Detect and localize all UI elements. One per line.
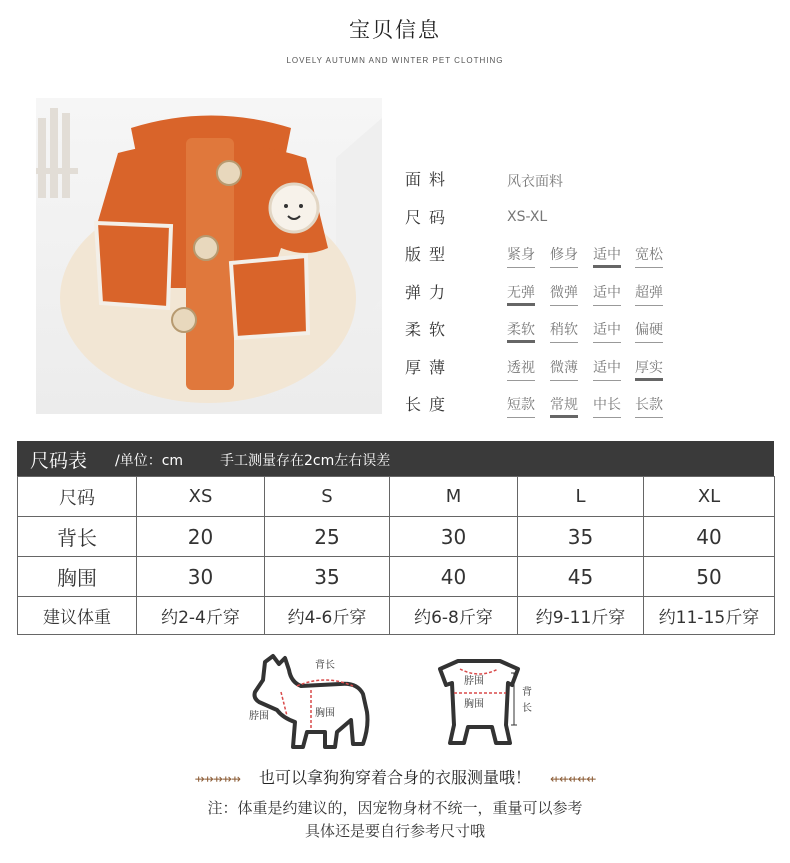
dog-back-label: 背长 — [315, 660, 335, 671]
pet-jacket-illustration — [36, 98, 382, 414]
table-cell: 45 — [518, 557, 644, 597]
table-cell: L — [518, 477, 644, 517]
table-cell: 50 — [644, 557, 775, 597]
size-chart-title: 尺码表 — [30, 450, 88, 472]
attr-value: 风衣面料 — [507, 174, 563, 190]
cloth-back-label: 背长 — [522, 687, 532, 714]
attr-label: 面料 — [405, 170, 454, 189]
attr-label: 版型 — [405, 245, 454, 264]
attr-row-fit — [405, 242, 735, 270]
table-row — [18, 517, 775, 557]
size-chart-unit: /单位：cm — [115, 453, 184, 469]
dog-neck-label: 脖围 — [249, 711, 269, 722]
attr-option: 中长 — [593, 394, 621, 418]
attr-row-elasticity — [405, 280, 735, 308]
table-row — [18, 597, 775, 635]
table-cell: 约11-15斤穿 — [644, 597, 775, 635]
attr-row-length — [405, 392, 735, 420]
table-cell: S — [265, 477, 390, 517]
attr-row-fabric — [405, 167, 735, 195]
attr-option-selected: 厚实 — [635, 357, 663, 381]
attr-label: 尺码 — [405, 208, 454, 227]
attr-row-thickness — [405, 355, 735, 383]
tip-text: 也可以拿狗狗穿着合身的衣服测量哦！ — [258, 768, 531, 787]
attr-option: 修身 — [550, 244, 578, 268]
table-row — [18, 557, 775, 597]
attr-option: 超弹 — [635, 282, 663, 306]
table-cell: 25 — [265, 517, 390, 557]
attr-option-selected: 柔软 — [507, 319, 535, 343]
table-cell: 约6-8斤穿 — [390, 597, 518, 635]
table-cell: 30 — [390, 517, 518, 557]
attr-label: 弹力 — [405, 283, 454, 302]
table-cell: 35 — [265, 557, 390, 597]
attr-row-size — [405, 205, 735, 233]
product-photo — [36, 98, 382, 414]
table-cell: 胸围 — [18, 557, 137, 597]
cloth-chest-label: 胸围 — [464, 699, 484, 710]
table-cell: XS — [137, 477, 265, 517]
table-cell: 约2-4斤穿 — [137, 597, 265, 635]
measure-tip — [0, 765, 790, 788]
attr-label: 长度 — [405, 395, 454, 414]
attr-option: 稍软 — [550, 319, 578, 343]
attr-option: 宽松 — [635, 244, 663, 268]
arrows-right-icon: ⇷⇷⇷⇷⇷ — [550, 772, 596, 786]
attr-label: 厚薄 — [405, 358, 454, 377]
attr-option: 微弹 — [550, 282, 578, 306]
table-cell: 尺码 — [18, 477, 137, 517]
attr-option: 微薄 — [550, 357, 578, 381]
attr-option: 长款 — [635, 394, 663, 418]
attr-row-softness — [405, 317, 735, 345]
table-cell: 20 — [137, 517, 265, 557]
arrows-left-icon: ⇸⇸⇸⇸⇸ — [194, 772, 240, 786]
size-table — [17, 476, 775, 635]
attr-option-selected: 适中 — [593, 244, 621, 268]
note-line-1: 注：体重是约建议的，因宠物身材不统一，重量可以参考 — [207, 799, 583, 817]
note-line-2: 具体还是要自行参考尺寸哦 — [304, 822, 485, 840]
page-subtitle: LOVELY AUTUMN AND WINTER PET CLOTHING — [286, 56, 504, 65]
table-cell: 30 — [137, 557, 265, 597]
table-row — [18, 477, 775, 517]
attr-option-selected: 常规 — [550, 394, 578, 418]
attr-option: 紧身 — [507, 244, 535, 268]
attr-option: 短款 — [507, 394, 535, 418]
table-cell: 35 — [518, 517, 644, 557]
attr-label: 柔软 — [405, 320, 454, 339]
page-title: 宝贝信息 — [349, 18, 441, 42]
attr-option-selected: 无弹 — [507, 282, 535, 306]
attr-option: 透视 — [507, 357, 535, 381]
table-cell: XL — [644, 477, 775, 517]
cloth-measure-diagram — [430, 655, 540, 750]
dog-chest-label: 胸围 — [315, 708, 335, 719]
dog-outline-icon — [245, 652, 375, 752]
table-cell: 40 — [390, 557, 518, 597]
attr-option: 适中 — [593, 282, 621, 306]
table-cell: 约9-11斤穿 — [518, 597, 644, 635]
attr-option: 适中 — [593, 357, 621, 381]
table-cell: 约4-6斤穿 — [265, 597, 390, 635]
cloth-neck-label: 脖围 — [464, 676, 484, 687]
attr-value: XS-XL — [507, 209, 548, 225]
dog-measure-diagram — [245, 652, 375, 752]
table-cell: M — [390, 477, 518, 517]
table-cell: 背长 — [18, 517, 137, 557]
size-chart-note: 手工测量存在2cm左右误差 — [220, 453, 391, 469]
attr-option: 偏硬 — [635, 319, 663, 343]
table-cell: 40 — [644, 517, 775, 557]
table-cell: 建议体重 — [18, 597, 137, 635]
attr-option: 适中 — [593, 319, 621, 343]
size-chart-header-bar — [17, 441, 774, 476]
